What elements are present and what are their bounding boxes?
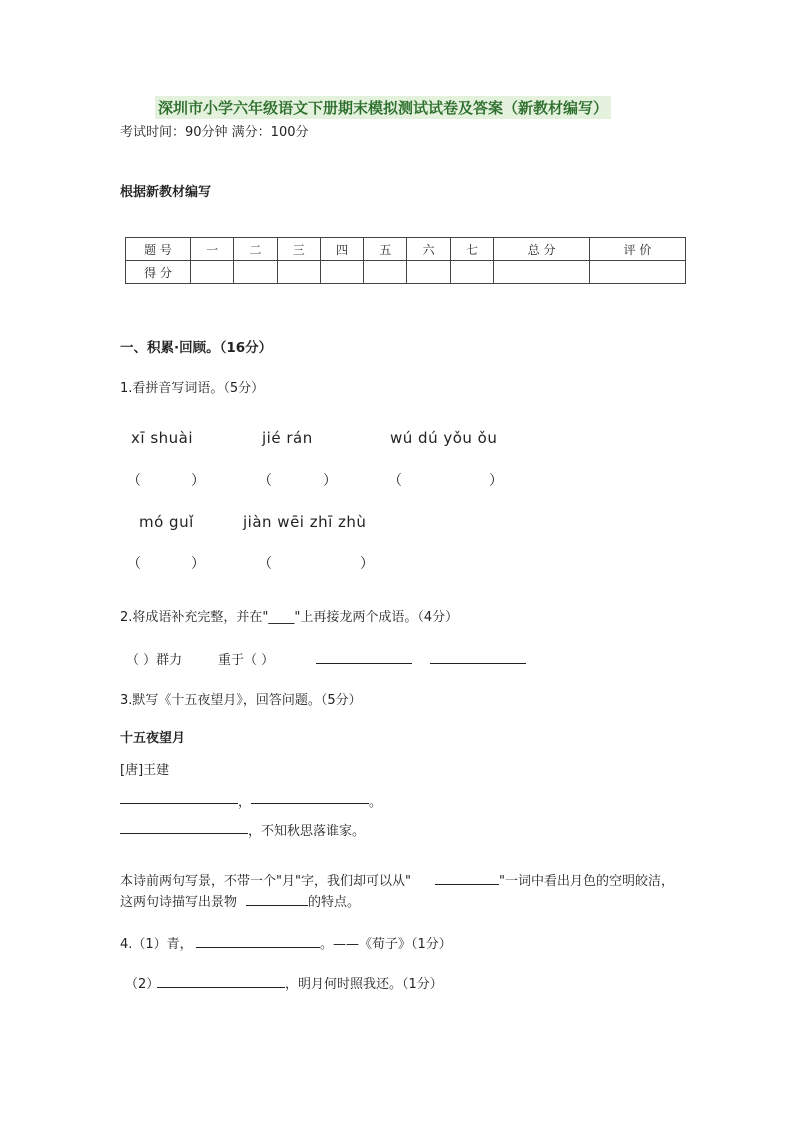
answer-close-paren: ） — [360, 556, 374, 572]
table-cell: 三 — [277, 238, 320, 261]
idiom-2: 重于（ ） — [218, 653, 275, 668]
score-cell[interactable] — [364, 261, 407, 284]
pinyin-item: wú dú yǒu ǒu — [390, 429, 498, 447]
table-cell: 二 — [234, 238, 277, 261]
table-cell: 评 价 — [590, 238, 686, 261]
poem-title: 十五夜望月 — [120, 731, 186, 746]
answer-open-paren: （ — [388, 473, 402, 489]
poem-question-line2-b: 的特点。 — [308, 895, 361, 910]
idiom-answer-blank[interactable] — [430, 663, 526, 664]
score-table-score-row — [126, 261, 686, 284]
score-cell[interactable] — [494, 261, 590, 284]
poem-question-line2-a: 这两句诗描写出景物 — [120, 895, 238, 910]
question-4-blank[interactable] — [157, 987, 285, 988]
question-4-blank[interactable] — [196, 947, 320, 948]
answer-open-paren: （ — [127, 556, 141, 572]
section-heading: 一、积累·回顾。（16分） — [120, 340, 273, 356]
poem-line-2-tail: ，不知秋思落谁家。 — [248, 824, 366, 839]
page-title: 深圳市小学六年级语文下册期末模拟测试试卷及答案（新教材编写） — [155, 96, 611, 119]
poem-question-part2: "一词中看出月色的空明皎洁， — [499, 874, 674, 889]
answer-open-paren: （ — [258, 473, 272, 489]
score-cell[interactable] — [320, 261, 363, 284]
table-cell: 四 — [320, 238, 363, 261]
table-cell: 题 号 — [126, 238, 191, 261]
question-1-prompt: 1.看拼音写词语。（5分） — [120, 381, 265, 396]
table-cell: 得 分 — [126, 261, 191, 284]
pinyin-item: jié rán — [262, 429, 313, 447]
poem-line-blank[interactable] — [251, 803, 369, 804]
score-table — [125, 237, 686, 284]
score-table-header-row — [126, 238, 686, 261]
table-cell: 六 — [407, 238, 450, 261]
idiom-1: （ ）群力 — [126, 653, 183, 668]
score-cell[interactable] — [277, 261, 320, 284]
answer-close-paren: ） — [191, 556, 205, 572]
score-cell[interactable] — [234, 261, 277, 284]
score-cell[interactable] — [590, 261, 686, 284]
poem-author: [唐]王建 — [120, 763, 170, 778]
question-4-item-2-prefix: （2） — [125, 977, 160, 992]
poem-question-blank[interactable] — [246, 905, 308, 906]
poem-question-blank[interactable] — [435, 884, 499, 885]
table-cell: 七 — [450, 238, 493, 261]
question-2-prompt: 2.将成语补充完整，并在"____"上再接龙两个成语。（4分） — [120, 610, 459, 625]
pinyin-item: xī shuài — [131, 429, 194, 447]
question-4-item-1-prefix: 4.（1）青， — [120, 937, 193, 952]
exam-info: 考试时间：90分钟 满分：100分 — [120, 125, 309, 140]
table-cell: 一 — [191, 238, 234, 261]
idiom-answer-blank[interactable] — [316, 663, 412, 664]
pinyin-item: mó guǐ — [139, 513, 194, 531]
poem-line-blank[interactable] — [120, 833, 248, 834]
answer-close-paren: ） — [323, 473, 337, 489]
question-4-item-2-suffix: ，明月何时照我还。（1分） — [285, 977, 443, 992]
answer-open-paren: （ — [258, 556, 272, 572]
poem-question-part1: 本诗前两句写景，不带一个"月"字，我们却可以从" — [120, 874, 411, 889]
score-cell[interactable] — [191, 261, 234, 284]
punctuation-comma: ， — [238, 795, 252, 810]
poem-line-blank[interactable] — [120, 803, 238, 804]
score-cell[interactable] — [450, 261, 493, 284]
question-3-prompt: 3.默写《十五夜望月》，回答问题。（5分） — [120, 693, 362, 708]
subtitle: 根据新教材编写 — [120, 185, 212, 200]
question-4-item-1-suffix: 。——《荀子》（1分） — [320, 937, 452, 952]
table-cell: 总 分 — [494, 238, 590, 261]
score-cell[interactable] — [407, 261, 450, 284]
answer-open-paren: （ — [127, 473, 141, 489]
answer-close-paren: ） — [489, 473, 503, 489]
punctuation-period: 。 — [369, 795, 383, 810]
pinyin-item: jiàn wēi zhī zhù — [243, 513, 367, 531]
answer-close-paren: ） — [191, 473, 205, 489]
table-cell: 五 — [364, 238, 407, 261]
